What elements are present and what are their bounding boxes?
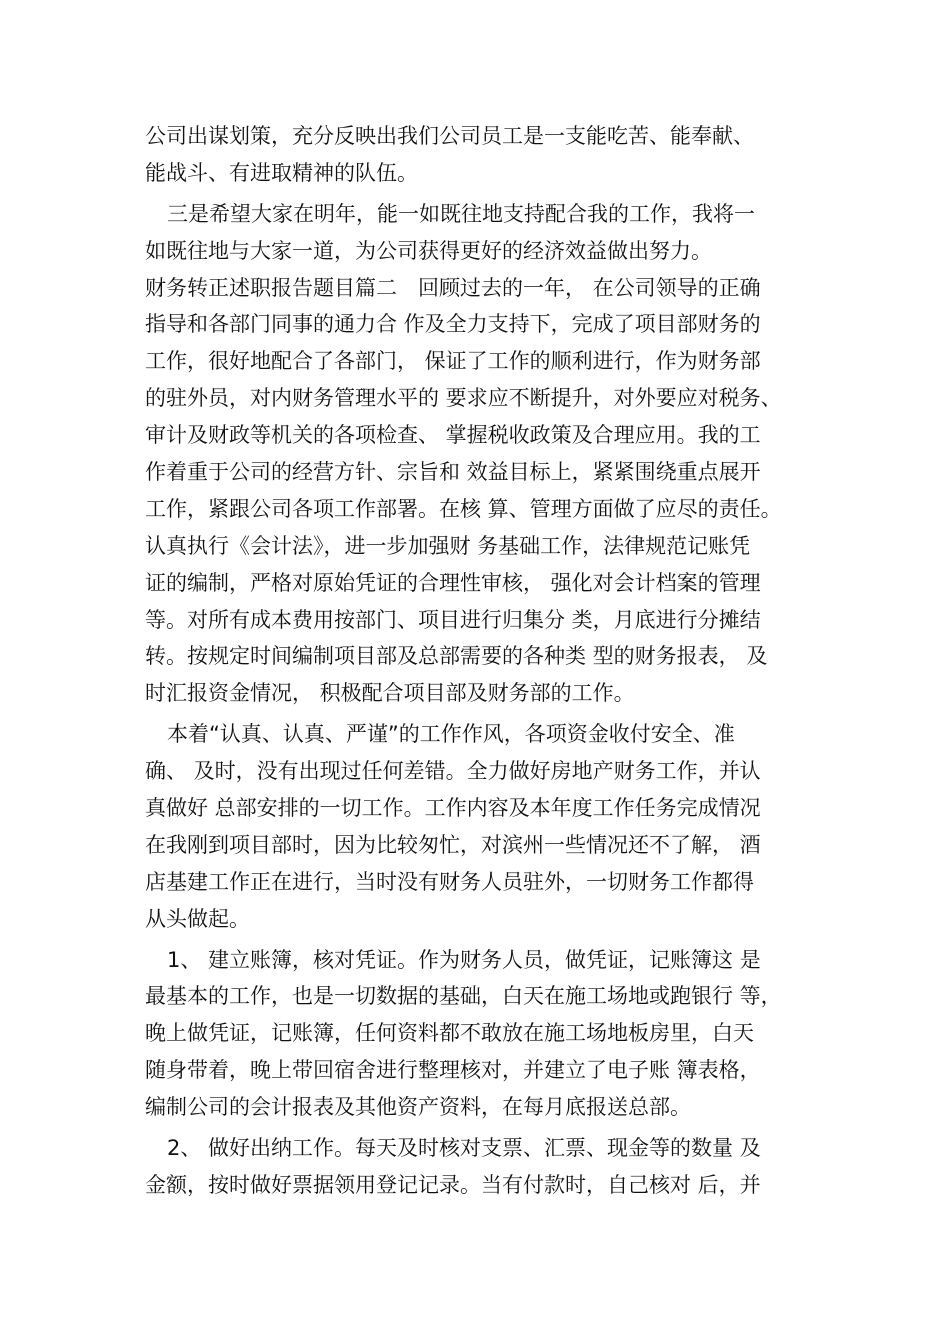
text-line: 工作，很好地配合了各部门， 保证了工作的顺利进行，作为财务部 xyxy=(145,349,761,374)
text-line: 真做好 总部安排的一切工作。工作内容及本年度工作任务完成情况 xyxy=(145,796,761,821)
text-line: 最基本的工作，也是一切数据的基础，白天在施工场地或跑银行 等， xyxy=(145,984,782,1009)
text-line: 1、 建立账簿，核对凭证。作为财务人员，做凭证，记账簿这 是 xyxy=(167,947,761,972)
text-line: 晚上做凭证，记账簿，任何资料都不敢放在施工场地板房里，白天 xyxy=(145,1021,754,1046)
text-line: 编制公司的会计报表及其他资产资料，在每月底报送总部。 xyxy=(145,1095,691,1120)
text-line: 从头做起。 xyxy=(145,906,250,931)
text-line: 时汇报资金情况， 积极配合项目部及财务部的工作。 xyxy=(145,681,635,706)
text-line: 本着“认真、认真、严谨”的工作作风，各项资金收付安全、准 xyxy=(167,722,735,747)
text-line: 金额，按时做好票据领用登记记录。当有付款时，自己核对 后，并 xyxy=(145,1172,761,1197)
text-line: 确、 及时，没有出现过任何差错。全力做好房地产财务工作，并认 xyxy=(145,759,761,784)
text-line: 工作，紧跟公司各项工作部署。在核 算、管理方面做了应尽的责任。 xyxy=(145,496,782,521)
text-line: 财务转正述职报告题目篇二 回顾过去的一年， 在公司领导的正确 xyxy=(145,275,761,300)
text-line: 的驻外员，对内财务管理水平的 要求应不断提升，对外要应对税务、 xyxy=(145,386,782,411)
text-line: 2、 做好出纳工作。每天及时核对支票、汇票、现金等的数量 及 xyxy=(167,1136,761,1161)
text-line: 审计及财政等机关的各项检查、 掌握税收政策及合理应用。我的工 xyxy=(145,423,761,448)
text-line: 店基建工作正在进行，当时没有财务人员驻外，一切财务工作都得 xyxy=(145,869,754,894)
document-body xyxy=(145,118,825,1204)
text-line: 等。对所有成本费用按部门、项目进行归集分 类，月底进行分摊结 xyxy=(145,607,761,632)
text-line: 证的编制，严格对原始凭证的合理性审核， 强化对会计档案的管理 xyxy=(145,570,761,595)
text-line: 如既往地与大家一道，为公司获得更好的经济效益做出努力。 xyxy=(145,238,712,263)
text-line: 公司出谋划策，充分反映出我们公司员工是一支能吃苦、能奉献、 xyxy=(145,124,754,148)
text-line: 在我刚到项目部时，因为比较匆忙，对滨州一些情况还不了解， 酒 xyxy=(145,832,761,857)
text-line: 转。按规定时间编制项目部及总部需要的各种类 型的财务报表， 及 xyxy=(145,644,768,669)
text-line: 认真执行《会计法》，进一步加强财 务基础工作，法律规范记账凭 xyxy=(145,533,751,558)
text-line: 三是希望大家在明年，能一如既往地支持配合我的工作，我将一 xyxy=(167,201,755,226)
text-line: 随身带着，晚上带回宿舍进行整理核对，并建立了电子账 簿表格， xyxy=(145,1058,761,1083)
text-line: 作着重于公司的经营方针、宗旨和 效益目标上，紧紧围绕重点展开 xyxy=(145,460,761,485)
text-line: 指导和各部门同事的通力合 作及全力支持下，完成了项目部财务的 xyxy=(145,312,761,337)
text-line: 能战斗、有进取精神的队伍。 xyxy=(145,160,418,185)
